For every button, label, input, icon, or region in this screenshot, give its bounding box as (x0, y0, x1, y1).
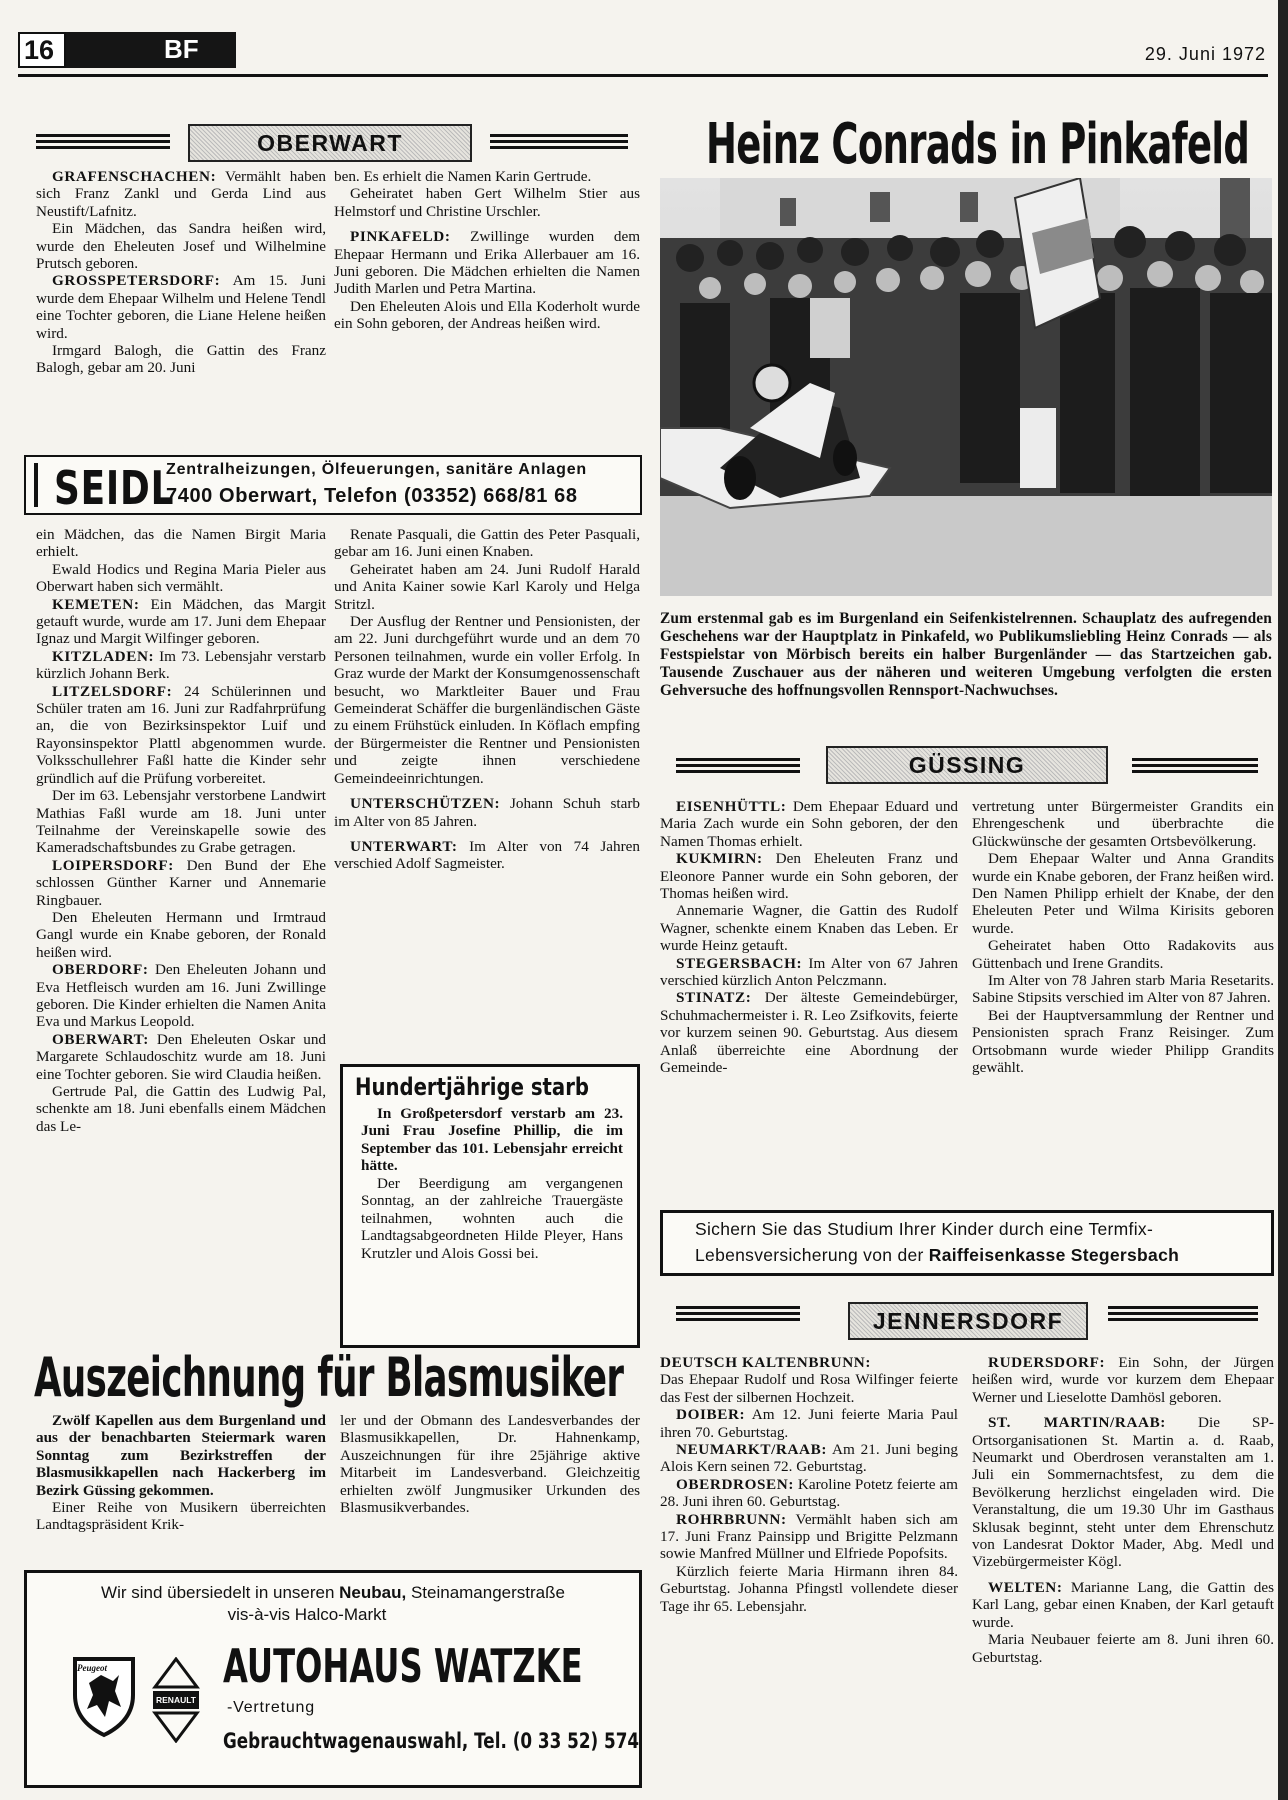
watzke-line-1 (27, 1583, 639, 1603)
news-text: Annemarie Wagner, die Gattin des Rudolf Wagner, schenkte einem Knaben das Leben. Er wurde Heinz getauft. (660, 902, 958, 955)
news-text: Den Eheleuten Alois und Ella Koderholt wurde ein Sohn geboren, der Andreas heißen wird. (334, 297, 640, 333)
news-text: Johann Schuh starb im Alter von 85 Jahren. (334, 795, 640, 830)
news-text: Den Eheleuten Franz und Eleonore Panner wurde ein Sohn geboren, der Thomas heißen wird. (660, 850, 959, 903)
news-text: Vermählt haben sich am 17. Juni Franz Painsipp und Brigitte Pelzmann sowie Manfred Müllner und Elfriede Popofsits. (660, 1510, 958, 1563)
news-text: Den Eheleuten Johann und Eva Hetfleisch wurden am 16. Juni Zwillinge geboren. Die Kinder erhielten die Namen Anita Eva und Markus Leopold. (36, 961, 326, 1031)
news-item (36, 272, 326, 342)
news-text: Den Bund der Ehe schlossen Günther Karner und Annemarie Ringbauer. (36, 856, 326, 909)
news-text: Den Eheleuten Oskar und Margarete Schlaudoschitz wurde am 18. Juni eine Tochter geboren. Sie wird Claudia heißen. (36, 1030, 327, 1083)
news-item (36, 526, 326, 561)
news-item (660, 1511, 958, 1563)
news-text: Karoline Potetz feierte am 28. Juni ihren 60. Geburtstag. (660, 1475, 958, 1511)
place-name: STINATZ: (676, 989, 752, 1007)
raiffeisen-line-1: Sichern Sie das Studium Ihrer Kinder durch eine Termfix- (695, 1219, 1154, 1239)
seidl-line-2: 7400 Oberwart, Telefon (03352) 668/81 68 (166, 485, 578, 507)
news-text: Am 12. Juni feierte Maria Paul ihren 70. Geburtstag. (660, 1406, 959, 1441)
place-name: KUKMIRN: (676, 850, 763, 868)
news-text: Renate Pasquali, die Gattin des Peter Pasquali, gebar am 16. Juni einen Knaben. (334, 526, 640, 561)
news-text: Kürzlich feierte Maria Hirmann ihren 84. Geburtstag. Johanna Pfingstl vollendete dieser Tage ihr 65. Lebensjahr. (660, 1562, 958, 1615)
renault-logo (151, 1657, 201, 1743)
blasmusik-headline: Auszeichnung für Blasmusiker (34, 1346, 624, 1409)
news-item (334, 613, 640, 787)
place-name: GROSSPETERSDORF: (52, 272, 221, 290)
news-item (36, 220, 326, 272)
paragraph-gap (334, 830, 640, 838)
section-guessing: GÜSSING (826, 746, 1108, 784)
blasmusik-article-col-2: ler und der Obmann des Landesverbandes der Blasmusikkapellen, Dr. Hahnenkamp, Auszeichnungen für ihre 25jährige aktive Mitarbeit im Landesverband. Gleichzeitig erhielten zwölf Jungmusiker Urkunden des Blasmusikverbandes. (340, 1412, 640, 1517)
news-text: Im Alter von 67 Jahren verschied kürzlich Anton Pelczmann. (660, 954, 958, 990)
section-oberwart: OBERWART (188, 124, 472, 162)
page-number: 16 (24, 35, 55, 65)
photo-caption: Zum erstenmal gab es im Burgenland ein Seifenkistelrennen. Schauplatz des aufregenden Geschehens war der Hauptplatz in Pinkafeld, wo Publikumsliebling Heinz Conrads — als Festspielstar von Mörbisch bereits ein halber Burgenländer — das Startzeichen gab. Tausende Zuschauer aus der näheren und weiteren Umgebung verfolgten die ersten Gehversuche des hoffnungsvollen Rennsport-Nachwuchses. (660, 610, 1272, 699)
news-text: ben. Es erhielt die Namen Karin Gertrude. (334, 168, 592, 185)
news-text: Ein Mädchen, das Margit getauft wurde, wurde am 17. Juni dem Ehepaar Ignaz und Margit Wilfinger geboren. (36, 595, 327, 648)
seidl-line-1: Zentralheizungen, Ölfeuerungen, sanitäre Anlagen (166, 461, 587, 478)
news-text: 24 Schülerinnen und Schüler traten am 16. Juni zur Radfahrprüfung an, die von Bezirksinspektor Luif und Rayonsinspektor Plattl abgenommen wurde. Volksschullehrer Faßl hatte die Kinder sehr gründlich auf die Prüfung vorbereitet. (36, 682, 327, 787)
news-text: Geheiratet haben Otto Radakovits aus Güttenbach und Irene Grandits. (972, 937, 1274, 972)
paragraph-gap (334, 220, 640, 228)
place-name: STEGERSBACH: (676, 954, 803, 972)
news-text: Irmgard Balogh, die Gattin des Franz Balogh, gebar am 20. Juni (36, 342, 326, 377)
section-jennersdorf: JENNERSDORF (848, 1302, 1088, 1340)
news-text: Zwillinge wurden dem Ehepaar Hermann und Erika Allerbauer am 16. Juni geboren. Die Mädchen erhielten die Namen Judith Marlen und Petra Martina. (334, 228, 641, 298)
news-item (36, 648, 326, 683)
news-text: Der älteste Gemeindebürger, Schuhmachermeister i. R. Leo Zsifkovits, feierte vor kurzem seinen 90. Geburtstag. Aus diesem Anlaß überreichte eine Abordnung der Gemeinde- (660, 989, 958, 1077)
seidl-ad-left-bar (34, 463, 38, 507)
place-name: ST. MARTIN/RAAB: (988, 1414, 1166, 1432)
news-item (334, 298, 640, 333)
news-item (660, 1563, 958, 1615)
news-text: Am 21. Juni beging Alois Kern seinen 72. Geburtstag. (660, 1441, 958, 1476)
blasmusik-text: Einer Reihe von Musikern überreichten Landtagspräsident Krik- (36, 1499, 326, 1534)
place-name: PINKAFELD: (350, 228, 451, 246)
news-item (36, 596, 326, 648)
news-item (972, 1007, 1274, 1077)
news-item (660, 955, 958, 990)
watzke-line-1-c: Steinamangerstraße (406, 1583, 565, 1602)
news-item (660, 798, 958, 850)
news-item (972, 1631, 1274, 1666)
watzke-line-1-a: Wir sind übersiedelt in unseren (101, 1583, 340, 1602)
news-item (36, 787, 326, 857)
news-item (334, 185, 640, 220)
news-text: Im 73. Lebensjahr verstarb kürzlich Johann Berk. (36, 647, 326, 683)
news-item (660, 1476, 958, 1511)
news-item (36, 961, 326, 1031)
news-text: Im Alter von 74 Jahren verschied Adolf Sagmeister. (334, 837, 640, 873)
jennersdorf-column-2 (972, 1354, 1274, 1666)
page-edge (1278, 0, 1288, 1800)
place-name: LOIPERSDORF: (52, 856, 174, 874)
issue-date: 29. Juni 1972 (1144, 44, 1266, 64)
watzke-vertretung: -Vertretung (227, 1699, 315, 1716)
peugeot-logo (71, 1655, 137, 1739)
news-text: ein Mädchen, das die Namen Birgit Maria erhielt. (36, 526, 326, 561)
news-text: Ein Mädchen, das Sandra heißen wird, wurde den Eheleuten Josef und Wilhelmine Prutsch geboren. (36, 220, 326, 273)
news-item (334, 228, 640, 298)
news-text: Vermählt haben sich Franz Zankl und Gerda Lind aus Neustift/Lafnitz. (36, 168, 326, 220)
place-name: UNTERSCHÜTZEN: (350, 795, 501, 813)
watzke-name: AUTOHAUS WATZKE (223, 1639, 583, 1693)
header-rule (18, 74, 1268, 77)
news-item (36, 683, 326, 787)
photo-illustration (660, 178, 1272, 596)
news-text: Am 15. Juni wurde dem Ehepaar Wilhelm und Helene Tendl eine Tochter geboren, die Liane Helene heißen wird. (36, 272, 326, 342)
news-item (660, 902, 958, 954)
paper-name: BF (164, 34, 199, 64)
news-text: Ein Sohn, der Jürgen heißen wird, wurde vor kurzem dem Ehepaar Werner und Lieselotte Damhösl geboren. (972, 1354, 1274, 1406)
paper-name-bar (66, 32, 236, 68)
news-item (36, 168, 326, 220)
news-text: Geheiratet haben am 24. Juni Rudolf Harald und Anita Kainer sowie Karl Karoly und Helga Stritzl. (334, 560, 640, 613)
watzke-ad (24, 1570, 642, 1788)
jennersdorf-column-1 (660, 1354, 958, 1615)
oberwart-column-3 (36, 526, 326, 1135)
news-item (36, 1031, 326, 1083)
news-item (334, 838, 640, 873)
raiffeisen-bank-name: Raiffeisenkasse Stegersbach (928, 1245, 1180, 1265)
place-name: KEMETEN: (52, 595, 140, 613)
blasmusik-article-col-1 (36, 1412, 326, 1534)
oberwart-column-1 (36, 168, 326, 377)
paragraph-gap (334, 787, 640, 795)
oberwart-column-2 (334, 168, 640, 333)
place-name: KITZLADEN: (52, 647, 155, 665)
section-rules-left (676, 1306, 800, 1326)
news-item (972, 1414, 1274, 1571)
news-text: Maria Neubauer feierte am 8. Juni ihren 60. Geburtstag. (972, 1631, 1274, 1666)
news-item (334, 795, 640, 830)
news-item (972, 1579, 1274, 1631)
raiffeisen-ad (660, 1210, 1274, 1276)
place-name: GRAFENSCHACHEN: (52, 168, 217, 185)
guessing-column-1 (660, 798, 958, 1077)
blasmusik-lead: Zwölf Kapellen aus dem Burgenland und aus der benachbarten Steiermark waren Sonntag zum Bezirkstreffen der Blasmusikkapellen nach Hackerberg im Bezirk Güssing gekommen. (36, 1412, 326, 1499)
section-rules-left (676, 758, 800, 778)
seidl-ad (24, 455, 642, 515)
news-text: Gertrude Pal, die Gattin des Ludwig Pal, schenkte am 18. Juni ebenfalls einem Mädchen das Le- (36, 1083, 326, 1135)
news-text: Im Alter von 78 Jahren starb Maria Resetarits. Sabine Stipsits verschied im Alter von 87 Jahren. (972, 972, 1274, 1007)
soapbox-race-photo (660, 178, 1272, 596)
news-item (36, 909, 326, 961)
place-name: OBERDORF: (52, 961, 149, 979)
watzke-line-2: vis-à-vis Halco-Markt (227, 1605, 387, 1624)
page-number-box (18, 32, 66, 68)
news-item (334, 561, 640, 613)
news-item (36, 1083, 326, 1135)
hundertjaehrige-lead: In Großpetersdorf verstarb am 23. Juni Frau Josefine Phillip, die im September das 101. Lebensjahr erreicht hätte. (361, 1105, 623, 1175)
news-text: Das Ehepaar Rudolf und Rosa Wilfinger feierte das Fest der silbernen Hochzeit. (660, 1371, 958, 1406)
news-item (972, 1354, 1274, 1406)
seidl-logo: SEIDL (54, 461, 175, 515)
news-item (972, 937, 1274, 972)
oberwart-column-4 (334, 526, 640, 873)
news-item (36, 857, 326, 909)
place-name: OBERDROSEN: (676, 1475, 794, 1493)
section-rules-right (1108, 1306, 1258, 1326)
news-item (36, 561, 326, 596)
news-text: Dem Ehepaar Eduard und Maria Zach wurde ein Sohn geboren, der den Namen Thomas erhielt. (660, 798, 959, 850)
news-text: Marianne Lang, die Gattin des Karl Lang, gebar einen Knaben, der Karl getauft wurde. (972, 1578, 1274, 1631)
hundertjaehrige-title: Hundertjährige starb (355, 1073, 590, 1101)
news-item (972, 850, 1274, 937)
place-name: LITZELSDORF: (52, 682, 173, 700)
guessing-column-2 (972, 798, 1274, 1077)
news-text: Die SP-Ortsorganisationen St. Martin a. d. Raab, Neumarkt und Oberdrosen veranstalten am 1. Juli ein Sommernachtsfest, zu dem die Bevölkerung herzlichst eingeladen wird. Die Veranstaltung, die um 19.30 Uhr im Gasthaus Sklusak beginnt, steht unter dem Ehrenschutz von Landesrat Doktor Mader, Abg. Medl und Vizebürgermeister Kögl. (972, 1414, 1274, 1571)
news-item (660, 989, 958, 1076)
news-item (660, 1441, 958, 1476)
watzke-used-cars: Gebrauchtwagenauswahl, Tel. (0 33 52) 574 (223, 1729, 640, 1753)
pinkafeld-headline: Heinz Conrads in Pinkafeld (706, 112, 1250, 177)
place-name: NEUMARKT/RAAB: (676, 1441, 827, 1459)
place-name: DOIBER: (676, 1406, 746, 1424)
place-name: WELTEN: (988, 1578, 1063, 1596)
raiffeisen-line-2-text: Lebensversicherung von der (695, 1245, 929, 1265)
paragraph-gap (972, 1406, 1274, 1414)
hundertjaehrige-text: Der Beerdigung am vergangenen Sonntag, an der zahlreiche Trauergäste teilnahmen, wohnten auch die Landtagsabgeordneten Hilde Pleyer, Hans Krutzler und Alois Gossi bei. (361, 1175, 623, 1262)
place-name: ROHRBRUNN: (676, 1510, 787, 1528)
news-item (334, 168, 640, 185)
news-item (334, 526, 640, 561)
place-name: UNTERWART: (350, 837, 458, 855)
watzke-line-1-b: Neubau, (339, 1583, 407, 1602)
place-name: RUDERSDORF: (988, 1354, 1106, 1371)
section-rules-right (490, 134, 628, 154)
section-rules-left (36, 134, 170, 154)
news-text: Geheiratet haben Gert Wilhelm Stier aus Helmstorf und Christine Urschler. (334, 185, 640, 220)
news-item (660, 850, 958, 902)
place-name: OBERWART: (52, 1030, 149, 1048)
news-text: Ewald Hodics und Regina Maria Pieler aus Oberwart haben sich vermählt. (36, 560, 326, 596)
raiffeisen-line-2 (695, 1245, 1179, 1266)
news-text: Der im 63. Lebensjahr verstorbene Landwirt Mathias Faßl wurde am 18. Juni unter Teilnahme der Vereinskapelle sowie des Kameradschaftsbundes zu Grabe getragen. (36, 787, 326, 857)
news-text: Dem Ehepaar Walter und Anna Grandits wurde ein Knabe geboren, der Franz heißen wird. Den Namen Philipp erhielt der Knabe, der den Eheleuten Peter und Wilma Kirisits geboren wurde. (972, 850, 1274, 937)
news-text: vertretung unter Bürgermeister Grandits ein Ehrengeschenk und überbrachte die Glückwünsche der gesamten Ortsbevölkerung. (972, 798, 1274, 850)
news-text: Der Ausflug der Rentner und Pensionisten, der am 22. Juni durchgeführt wurde und an dem 70 Personen teilnahmen, wurde ein voller Erfolg. In Graz wurde der Markt der Konsumgenossenschaft besucht, wo Marktleiter Bauer und Frau Gemeinderat Schäffer die burgenländischen Gäste zu einem Frühstück einluden. In Köflach empfing der Bürgermeister die Rentner und Pensionisten und zeigte ihnen verschiedene Gemeindeeinrichtungen. (334, 613, 640, 787)
place-name: EISENHÜTTL: (676, 798, 787, 815)
renault-label: RENAULT (156, 1695, 196, 1705)
hundertjaehrige-box (340, 1064, 640, 1348)
news-text: Den Eheleuten Hermann und Irmtraud Gangl wurde ein Knabe geboren, der Ronald heißen wird. (36, 908, 326, 961)
news-item (660, 1406, 958, 1441)
paragraph-gap (972, 1571, 1274, 1579)
news-item (972, 972, 1274, 1007)
peugeot-label: Peugeot (77, 1663, 107, 1673)
news-item (972, 798, 1274, 850)
news-item (660, 1354, 958, 1406)
place-name: DEUTSCH KALTENBRUNN: (660, 1354, 872, 1371)
section-rules-right (1132, 758, 1258, 778)
news-item (36, 342, 326, 377)
news-text: Bei der Hauptversammlung der Rentner und Pensionisten sprach Franz Reisinger. Zum Ortsobmann wurde wieder Philipp Grandits gewählt. (972, 1006, 1274, 1077)
